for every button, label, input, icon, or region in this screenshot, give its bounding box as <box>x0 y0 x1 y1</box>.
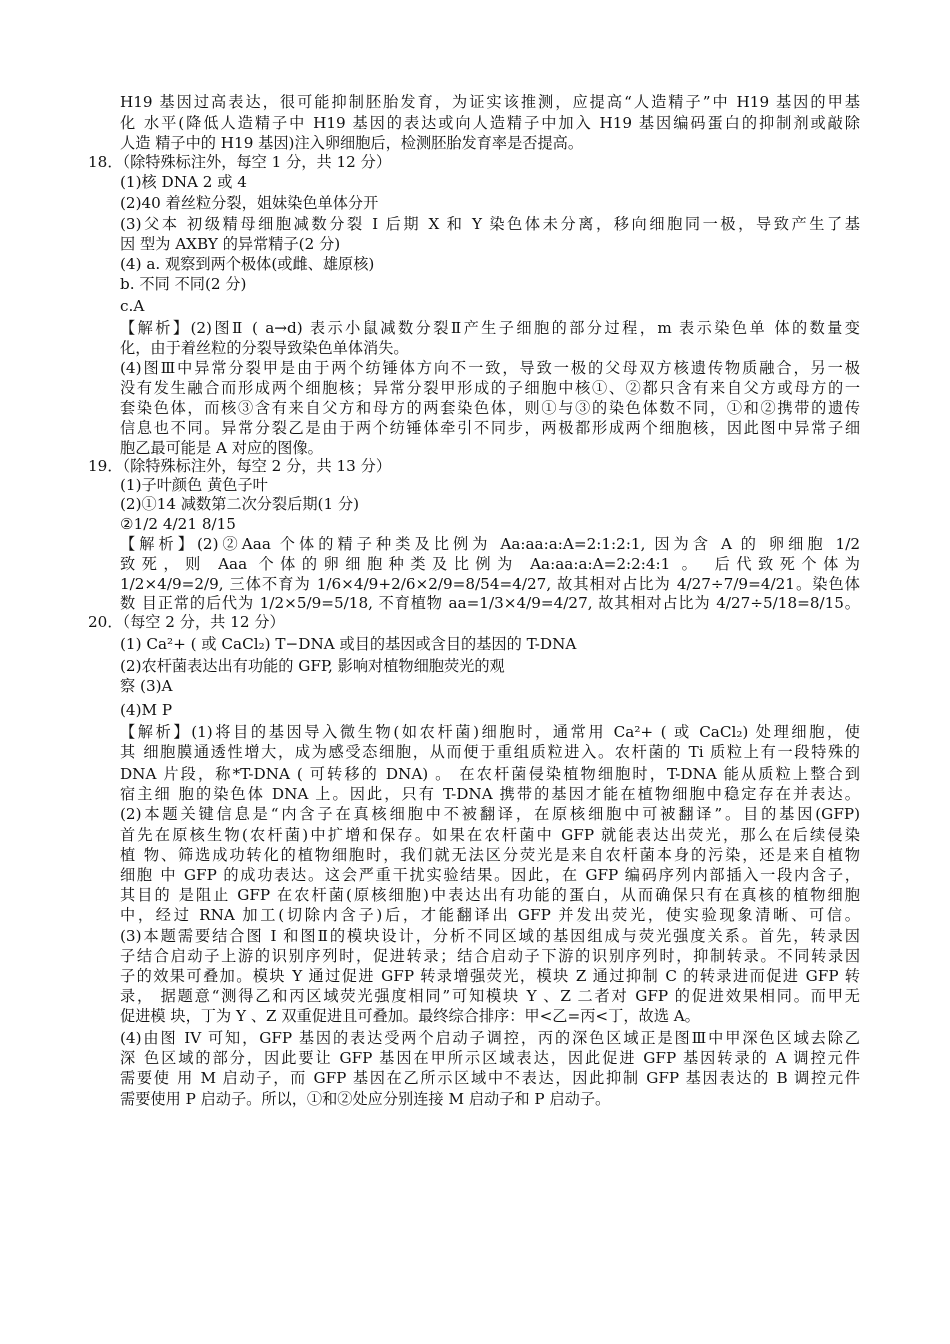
text-line: 需要使 用 M 启动子，而 GFP 基因在乙所示区域中不表达，因此抑制 GFP 基因表达的 B 调控元件 <box>120 1069 860 1087</box>
text-line: 其目的 是阻止 GFP 在农杆菌(原核细胞)中表达出有功能的蛋白，从而确保只有在真核的植物细胞 <box>120 886 860 904</box>
text-line: 首先在原核生物(农杆菌)中扩增和保存。如果在农杆菌中 GFP 就能表达出荧光，那么在后续侵染 <box>120 826 860 844</box>
text-line: 信息也不同。异常分裂乙是由于两个纺锤体牵引不同步，两极都形成两个细胞核，因此图中异常子细 <box>120 419 860 437</box>
text-line: (4) a. 观察到两个极体(或雌、雄原核) <box>120 255 375 273</box>
text-line: 18．（除特殊标注外，每空 1 分，共 12 分） <box>88 153 392 171</box>
text-line: (3)父本 初级精母细胞减数分裂 I 后期 X 和 Y 染色体未分离，移向细胞同一极，导致产生了基 <box>120 215 860 233</box>
text-line: 宿主细 胞的染色体 DNA 上。因此，只有 T-DNA 携带的基因才能在植物细胞中稳定存在并表达。 <box>120 785 860 803</box>
text-line: 其 细胞膜通透性增大，成为感受态细胞，从而便于重组质粒进入。农杆菌的 Ti 质粒上有一段特殊的 <box>120 743 860 761</box>
text-line: 促进模 块，丁为 Y 、Z 双重促进且可叠加。最终综合排序：甲<乙=丙<丁，故选 A。 <box>120 1007 700 1025</box>
text-line: 致死，则 Aaa 个体的卵细胞种类及比例为 Aa:aa:a:A=2:2:4:1 。 后代致死个体为 <box>120 555 860 573</box>
text-line: 套染色体，而核③含有来自父方和母方的两套染色体，则①与③的染色体数不同，①和②携带的遗传 <box>120 399 860 417</box>
text-line: 没有发生融合而形成两个细胞核；异常分裂甲形成的子细胞中核①、②都只含有来自父方或母方的一 <box>120 379 860 397</box>
text-line: 中，经过 RNA 加工(切除内含子)后，才能翻译出 GFP 并发出荧光，使实验现象清晰、可信。 <box>120 906 860 924</box>
text-line: 察 (3)A <box>120 677 173 695</box>
text-line: 化，由于着丝粒的分裂导致染色单体消失。 <box>120 339 409 357</box>
text-line: (4)由图 IV 可知，GFP 基因的表达受两个启动子调控，丙的深色区域正是图Ⅲ中甲深色区域去除乙 <box>120 1029 860 1047</box>
text-line: H19 基因过高表达，很可能抑制胚胎发育，为证实该推测，应提高“人造精子”中 H19 基因的甲基 <box>120 93 860 111</box>
text-line: 胞乙最可能是 A 对应的图像。 <box>120 439 323 457</box>
text-line: 【解析】(1)将目的基因导入微生物(如农杆菌)细胞时，通常用 Ca²+ ( 或 CaCl₂) 处理细胞，使 <box>120 723 860 741</box>
text-line: (1) Ca²+ ( 或 CaCl₂) T−DNA 或目的基因或含目的基因的 T-DNA <box>120 635 577 653</box>
text-line: ②1/2 4/21 8/15 <box>120 515 236 533</box>
text-line: (2)①14 减数第二次分裂后期(1 分) <box>120 495 360 513</box>
text-line: 植 物、筛选成功转化的植物细胞时，我们就无法区分荧光是来自农杆菌本身的污染，还是来自植物 <box>120 846 860 864</box>
text-line: (3)本题需要结合图 I 和图Ⅱ的模块设计，分析不同区域的基因组成与荧光强度关系。首先，转录因 <box>120 927 860 945</box>
text-line: 19．（除特殊标注外，每空 2 分，共 13 分） <box>88 457 392 475</box>
text-line: b. 不同 不同(2 分) <box>120 275 247 293</box>
text-line: 人造 精子中的 H19 基因)注入卵细胞后，检测胚胎发育率是否提高。 <box>120 134 584 152</box>
text-line: 子的效果可叠加。模块 Y 通过促进 GFP 转录增强荧光，模块 Z 通过抑制 C 的转录进而促进 GFP 转 <box>120 967 860 985</box>
text-line: 因 型为 AXBY 的异常精子(2 分) <box>120 235 341 253</box>
text-line: 【解析】(2)图Ⅱ ( a→d) 表示小鼠减数分裂Ⅱ产生子细胞的部分过程，m 表示染色单 体的数量变 <box>120 319 860 337</box>
text-line: c.A <box>120 297 145 315</box>
text-line: (1)核 DNA 2 或 4 <box>120 173 247 191</box>
text-line: 数 目正常的后代为 1/2×5/9=5/18, 不育植物 aa=1/3×4/9=4/27, 故其相对占比为 4/27÷5/18=8/15。 <box>120 594 860 612</box>
text-line: (4)图Ⅲ中异常分裂甲是由于两个纺锤体方向不一致，导致一极的父母双方核遗传物质融合，另一极 <box>120 359 860 377</box>
text-line: 需要使用 P 启动子。所以，①和②处应分别连接 M 启动子和 P 启动子。 <box>120 1090 611 1108</box>
text-line: (1)子叶颜色 黄色子叶 <box>120 476 268 494</box>
text-line: DNA 片段，称*T-DNA ( 可转移的 DNA) 。 在农杆菌侵染植物细胞时，T-DNA 能从质粒上整合到 <box>120 765 860 783</box>
text-line: 化 水平(降低人造精子中 H19 基因的表达或向人造精子中加入 H19 基因编码蛋白的抑制剂或敲除 <box>120 114 860 132</box>
text-line: 深 色区域的部分，因此要让 GFP 基因在甲所示区域表达，因此促进 GFP 基因转录的 A 调控元件 <box>120 1049 860 1067</box>
text-line: 子结合启动子上游的识别序列时，促进转录；结合启动子下游的识别序列时，抑制转录。不同转录因 <box>120 947 860 965</box>
text-line: 【解析】(2)②Aaa 个体的精子种类及比例为 Aa:aa:a:A=2:1:2:1, 因为含 A 的 卵细胞 1/2 <box>120 535 860 553</box>
text-line: 20．（每空 2 分，共 12 分） <box>88 613 285 631</box>
text-line: (2)40 着丝粒分裂，姐妹染色单体分开 <box>120 194 379 212</box>
text-line: (2)本题关键信息是“内含子在真核细胞中不被翻译，在原核细胞中可被翻译”。目的基因(GFP) <box>120 805 860 823</box>
text-line: (4)M P <box>120 701 173 719</box>
text-line: 1/2×4/9=2/9, 三体不育为 1/6×4/9+2/6×2/9=8/54=4/27, 故其相对占比为 4/27÷7/9=4/21。染色体 <box>120 575 860 593</box>
text-line: 录， 据题意“测得乙和丙区域荧光强度相同”可知模块 Y 、Z 二者对 GFP 的促进效果相同。而甲无 <box>120 987 860 1005</box>
text-line: (2)农杆菌表达出有功能的 GFP, 影响对植物细胞荧光的观 <box>120 657 505 675</box>
text-line: 细胞 中 GFP 的成功表达。这会严重干扰实验结果。因此，在 GFP 编码序列内部插入一段内含子， <box>120 866 860 884</box>
